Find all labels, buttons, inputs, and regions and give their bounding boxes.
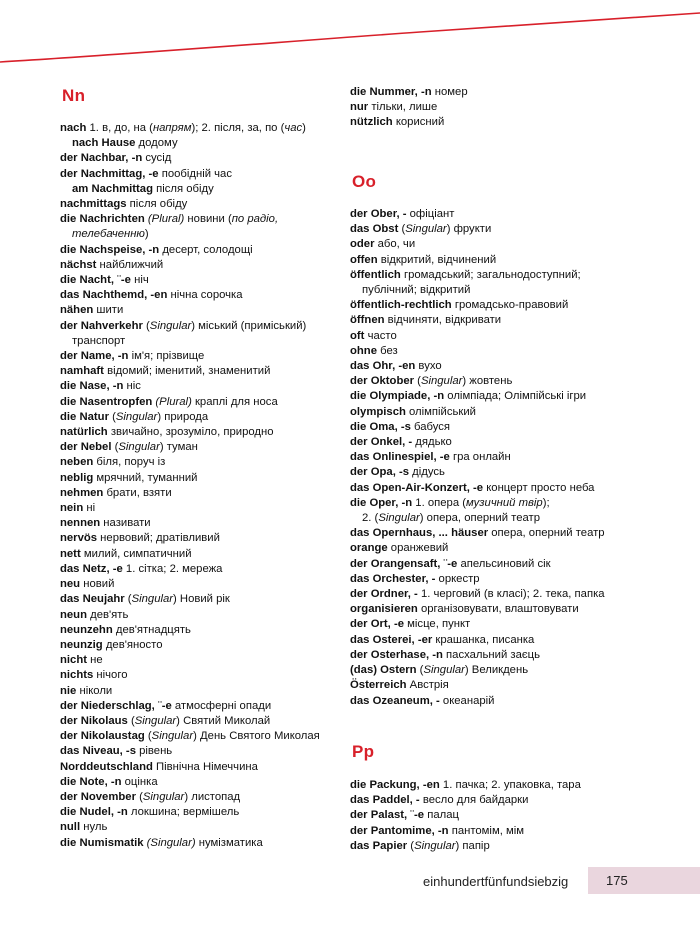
- entry-headword: das Paddel, -: [350, 794, 420, 807]
- entry-translation: оркестр: [435, 572, 480, 585]
- dictionary-entry: [60, 227, 320, 242]
- entry-translation: (Singular) природа: [108, 410, 209, 423]
- entry-headword: das Niveau, -s: [60, 745, 136, 758]
- entry-headword: oder: [350, 238, 375, 251]
- entry-translation: (Singular) папір: [407, 839, 490, 852]
- dictionary-entry: [60, 364, 320, 379]
- entry-headword: das Neujahr: [60, 593, 125, 606]
- entry-headword: die Olympiade, -n: [350, 390, 445, 403]
- dictionary-entry: [60, 440, 320, 455]
- entry-headword: das Nachthemd, -en: [60, 289, 168, 302]
- dictionary-entry: [350, 808, 581, 823]
- entry-translation: 1. опера (музичний твір);: [412, 496, 550, 509]
- entry-headword: nachmittags: [60, 198, 127, 211]
- entry-translation: номер: [431, 86, 468, 98]
- entry-headword: die Nasentropfen: [60, 395, 153, 408]
- dictionary-entry: [60, 151, 320, 166]
- entry-headword: öffentlich: [350, 268, 401, 281]
- dictionary-entry: [350, 465, 605, 480]
- entry-headword: orange: [350, 542, 388, 555]
- dictionary-entry: [350, 572, 605, 587]
- entry-translation: 2. (Singular) опера, оперний театр: [362, 512, 540, 525]
- dictionary-entry: [60, 836, 320, 851]
- entry-headword: null: [60, 821, 81, 834]
- entry-headword: neun: [60, 608, 87, 621]
- section-heading-o: Oo: [352, 172, 377, 191]
- entry-translation: палац: [424, 809, 459, 822]
- entry-translation: (Singular) фрукти: [398, 223, 492, 236]
- dictionary-entry: [60, 638, 320, 653]
- dictionary-entry: [60, 455, 320, 470]
- entry-headword: nützlich: [350, 116, 393, 129]
- entry-headword: oft: [350, 329, 365, 342]
- entry-headword: ohne: [350, 344, 377, 357]
- entry-translation: весло для байдарки: [419, 794, 529, 807]
- entry-translation: найближчий: [96, 258, 164, 271]
- entry-translation: організовувати, влаштовувати: [417, 603, 579, 616]
- entry-translation: відчиняти, відкривати: [384, 314, 502, 327]
- dictionary-entry: [60, 531, 320, 546]
- entry-translation: сусід: [142, 152, 172, 165]
- entry-headword: neblig: [60, 471, 94, 484]
- dictionary-entry: [60, 395, 320, 410]
- dictionary-entry: [60, 516, 320, 531]
- entry-translation: (Singular) міський (приміський): [142, 319, 307, 332]
- entry-translation: звичайно, зрозуміло, природно: [107, 426, 274, 439]
- entry-translation: брати, взяти: [103, 486, 172, 499]
- entry-headword: nervös: [60, 532, 98, 545]
- entry-translation: ніс: [123, 380, 141, 393]
- dictionary-entry: [60, 547, 320, 562]
- entry-translation: біля, поруч із: [93, 456, 166, 469]
- dictionary-entry: [60, 182, 320, 197]
- entry-translation: (Singular) жовтень: [414, 375, 513, 388]
- dictionary-entry: [350, 435, 605, 450]
- entry-headword: am Nachmittag: [72, 182, 153, 195]
- dictionary-entry: [60, 334, 320, 349]
- entry-headword: der Pantomime, -n: [350, 824, 449, 837]
- entry-translation: додому: [135, 137, 178, 150]
- entry-headword: nein: [60, 502, 84, 515]
- dictionary-entry: [350, 283, 605, 298]
- dictionary-entry: [350, 359, 605, 374]
- dictionary-entry: [60, 410, 320, 425]
- entry-translation: мрячний, туманний: [93, 471, 198, 484]
- entry-translation: дев'ять: [87, 608, 129, 621]
- entry-headword: die Numismatik: [60, 836, 144, 849]
- entry-translation: відкритий, відчинений: [377, 253, 497, 266]
- dictionary-entry: [350, 237, 605, 252]
- entry-translation: після обіду: [152, 182, 214, 195]
- entry-translation: часто: [364, 329, 397, 342]
- entry-translation: олімпіада; Олімпійські ігри: [444, 390, 587, 403]
- entry-headword: das Orchester, -: [350, 572, 436, 585]
- dictionary-entry: [350, 115, 468, 130]
- entry-headword: die Nase, -n: [60, 380, 124, 393]
- entry-headword: nennen: [60, 517, 101, 530]
- entry-headword: öffnen: [350, 314, 385, 327]
- dictionary-entry: [60, 562, 320, 577]
- dictionary-entry: [350, 100, 468, 115]
- entry-translation: ніколи: [76, 684, 113, 697]
- entry-translation: (Singular) День Святого Миколая: [144, 730, 320, 743]
- entry-translation: шити: [93, 304, 124, 317]
- dictionary-entry: [60, 349, 320, 364]
- dictionary-entry: [350, 648, 605, 663]
- dictionary-entry: [350, 694, 605, 709]
- entry-translation: десерт, солодощі: [159, 243, 253, 256]
- top-decorative-rule: [0, 0, 700, 70]
- entry-translation: тільки, лише: [368, 101, 438, 114]
- dictionary-entry: [350, 587, 605, 602]
- entry-headword: nehmen: [60, 486, 104, 499]
- dictionary-entry: [350, 405, 605, 420]
- entry-translation: вухо: [415, 360, 442, 373]
- dictionary-entry: [60, 212, 320, 227]
- entry-list-o: [350, 207, 605, 709]
- dictionary-entry: [60, 501, 320, 516]
- entry-headword: nähen: [60, 304, 94, 317]
- entry-translation: оранжевий: [387, 542, 449, 555]
- dictionary-entry: [60, 486, 320, 501]
- dictionary-entry: [60, 379, 320, 394]
- entry-headword: die Packung, -en: [350, 779, 440, 791]
- entry-list-n: [60, 121, 320, 851]
- entry-headword: das Papier: [350, 839, 408, 852]
- entry-translation: без: [377, 344, 398, 357]
- entry-headword: der Onkel, -: [350, 436, 413, 449]
- dictionary-entry: [350, 450, 605, 465]
- entry-headword: die Nachrichten: [60, 213, 145, 226]
- entry-headword: der Ort, -e: [350, 618, 404, 631]
- entry-headword: der Nahverkehr: [60, 319, 143, 332]
- entry-headword: nie: [60, 684, 77, 697]
- entry-headword: der Osterhase, -n: [350, 648, 443, 661]
- dictionary-entry: [350, 207, 605, 222]
- entry-translation: (Singular) Новий рік: [124, 593, 230, 606]
- dictionary-entry: [60, 425, 320, 440]
- entry-translation: громадський; загальнодоступний;: [400, 268, 581, 281]
- entry-translation: нічого: [93, 669, 128, 682]
- entry-translation: (Singular) нумізматика: [146, 836, 263, 849]
- dictionary-entry: [350, 344, 605, 359]
- dictionary-entry: [60, 790, 320, 805]
- entry-translation: (Plural) краплі для носа: [155, 395, 278, 408]
- entry-translation: (Singular) туман: [111, 441, 198, 454]
- entry-headword: die Note, -n: [60, 775, 122, 788]
- dictionary-entry: [60, 243, 320, 258]
- dictionary-entry: [60, 319, 320, 334]
- entry-headword: nur: [350, 101, 369, 114]
- dictionary-entry: [60, 744, 320, 759]
- page-number: 175: [606, 873, 628, 888]
- entry-translation: відомий; іменитий, знаменитий: [103, 365, 271, 378]
- dictionary-entry: [350, 329, 605, 344]
- entry-headword: der Nebel: [60, 441, 112, 454]
- entry-translation: опера, оперний театр: [488, 527, 605, 540]
- dictionary-entry: [60, 805, 320, 820]
- entry-translation: (Singular) Святий Миколай: [127, 714, 271, 727]
- entry-translation: не: [87, 654, 103, 667]
- entry-headword: das Opernhaus, ... häuser: [350, 527, 489, 540]
- entry-headword: der Ordner, -: [350, 588, 418, 601]
- entry-translation: дев'ятнадцять: [112, 623, 191, 636]
- entry-headword: die Oma, -s: [350, 420, 411, 433]
- entry-translation: транспорт: [72, 334, 126, 347]
- entry-headword: das Onlinespiel, -e: [350, 451, 450, 464]
- entry-translation: милий, симпатичний: [80, 547, 192, 560]
- entry-headword: nach Hause: [72, 137, 136, 150]
- entry-headword: namhaft: [60, 365, 104, 378]
- entry-headword: der Orangensaft, ¨-e: [350, 557, 458, 570]
- entry-translation: Австрія: [406, 679, 449, 692]
- dictionary-entry: [350, 496, 605, 511]
- page-number-box: [588, 867, 700, 894]
- dictionary-entry: [60, 167, 320, 182]
- dictionary-entry: [60, 608, 320, 623]
- entry-headword: nichts: [60, 669, 94, 682]
- section-heading-p: Pp: [352, 742, 375, 761]
- entry-translation: називати: [100, 517, 151, 530]
- entry-headword: olympisch: [350, 405, 406, 418]
- entry-headword: der Name, -n: [60, 350, 129, 363]
- entry-translation: місце, пункт: [404, 618, 471, 631]
- dictionary-entry: [60, 273, 320, 288]
- entry-translation: пасхальний заєць: [442, 648, 540, 661]
- entry-headword: öffentlich-rechtlich: [350, 299, 452, 312]
- entry-translation: офіціант: [406, 208, 455, 220]
- entry-translation: крашанка, писанка: [432, 633, 535, 646]
- entry-translation: 1. сітка; 2. мережа: [122, 562, 223, 575]
- dictionary-entry: [60, 775, 320, 790]
- entry-translation: нуль: [80, 821, 108, 834]
- entry-translation: концерт просто неба: [483, 481, 595, 494]
- dictionary-entry: [350, 633, 605, 648]
- entry-translation: новий: [80, 578, 115, 591]
- dictionary-entry: [350, 526, 605, 541]
- dictionary-entry: [60, 136, 320, 151]
- entry-headword: neunzig: [60, 638, 103, 651]
- dictionary-entry: [350, 481, 605, 496]
- entry-translation: дядько: [412, 436, 452, 449]
- entry-headword: das Netz, -e: [60, 562, 123, 575]
- dictionary-entry: [60, 577, 320, 592]
- dictionary-entry: [350, 268, 605, 283]
- entry-translation: публічний; відкритий: [362, 284, 471, 297]
- entry-headword: Österreich: [350, 679, 407, 692]
- page-number-words: einhundertfünfundsiebzig: [423, 874, 569, 889]
- entry-translation: океанарій: [439, 694, 495, 707]
- entry-headword: die Natur: [60, 410, 109, 423]
- entry-translation: олімпійський: [405, 405, 476, 418]
- entry-headword: der Palast, ¨-e: [350, 809, 425, 822]
- entry-headword: der Oktober: [350, 375, 415, 388]
- dictionary-entry: [60, 121, 320, 136]
- section-heading-n: Nn: [62, 86, 86, 105]
- entry-translation: ні: [83, 502, 96, 515]
- dictionary-entry: [60, 729, 320, 744]
- entry-list-p: [350, 778, 581, 854]
- entry-headword: der Nikolaustag: [60, 730, 145, 743]
- entry-headword: das Ozeaneum, -: [350, 694, 440, 707]
- dictionary-entry: [60, 303, 320, 318]
- entry-translation: (Singular) Великдень: [416, 664, 529, 677]
- dictionary-entry: [60, 197, 320, 212]
- dictionary-entry: [60, 668, 320, 683]
- entry-headword: der Opa, -s: [350, 466, 410, 479]
- entry-headword: der Niederschlag, ¨-e: [60, 699, 172, 712]
- dictionary-entry: [350, 313, 605, 328]
- entry-translation: дідусь: [409, 466, 445, 479]
- entry-headword: neunzehn: [60, 623, 113, 636]
- dictionary-entry: [60, 760, 320, 775]
- entry-translation: оцінка: [121, 775, 158, 788]
- dictionary-entry: [350, 85, 468, 100]
- dictionary-entry: [350, 663, 605, 678]
- entry-translation: апельсиновий сік: [457, 557, 551, 570]
- dictionary-entry: [350, 420, 605, 435]
- dictionary-entry: [350, 824, 581, 839]
- entry-translation: корисний: [392, 116, 445, 129]
- entry-translation: після обіду: [126, 198, 188, 211]
- dictionary-entry: [60, 820, 320, 835]
- entry-translation: атмосферні опади: [171, 699, 272, 712]
- entry-translation: локшина; вермішель: [127, 806, 240, 819]
- dictionary-entry: [60, 288, 320, 303]
- dictionary-entry: [60, 623, 320, 638]
- entry-list-n-continued: [350, 85, 468, 131]
- entry-headword: neu: [60, 578, 81, 591]
- dictionary-entry: [350, 298, 605, 313]
- entry-headword: (das) Ostern: [350, 664, 417, 677]
- entry-headword: das Obst: [350, 223, 399, 236]
- entry-headword: die Nacht, ¨-e: [60, 274, 131, 287]
- dictionary-entry: [350, 389, 605, 404]
- entry-headword: der Nachbar, -n: [60, 152, 143, 165]
- entry-headword: offen: [350, 253, 378, 266]
- entry-translation: телебаченню): [72, 228, 149, 241]
- entry-translation: ім'я; прізвище: [128, 350, 205, 363]
- dictionary-entry: [60, 592, 320, 607]
- entry-translation: рівень: [135, 745, 173, 758]
- dictionary-entry: [350, 374, 605, 389]
- entry-translation: 1. пачка; 2. упаковка, тара: [439, 779, 581, 791]
- entry-translation: 1. в, до, на (напрям); 2. після, за, по (час): [86, 122, 306, 134]
- dictionary-entry: [350, 617, 605, 632]
- entry-headword: der Nikolaus: [60, 714, 128, 727]
- entry-translation: Північна Німеччина: [152, 760, 258, 773]
- entry-headword: die Nudel, -n: [60, 806, 128, 819]
- entry-headword: natürlich: [60, 426, 108, 439]
- dictionary-entry: [350, 253, 605, 268]
- entry-translation: гра онлайн: [449, 451, 511, 464]
- dictionary-entry: [60, 258, 320, 273]
- entry-translation: громадсько-правовий: [451, 299, 569, 312]
- entry-headword: der Ober, -: [350, 208, 407, 220]
- entry-translation: або, чи: [374, 238, 416, 251]
- entry-headword: die Nummer, -n: [350, 86, 432, 98]
- entry-translation: нічна сорочка: [167, 289, 243, 302]
- dictionary-entry: [350, 839, 581, 854]
- entry-translation: ніч: [130, 274, 149, 287]
- entry-headword: nach: [60, 122, 87, 134]
- entry-headword: das Osterei, -er: [350, 633, 433, 646]
- dictionary-entry: [350, 793, 581, 808]
- entry-translation: пантомім, мім: [448, 824, 525, 837]
- dictionary-entry: [60, 699, 320, 714]
- entry-headword: der November: [60, 790, 136, 803]
- dictionary-entry: [350, 678, 605, 693]
- entry-translation: 1. черговий (в класі); 2. тека, папка: [417, 588, 605, 601]
- entry-translation: бабуся: [410, 420, 451, 433]
- entry-headword: die Nachspeise, -n: [60, 243, 160, 256]
- dictionary-entry: [350, 222, 605, 237]
- entry-headword: nett: [60, 547, 81, 560]
- dictionary-entry: [350, 602, 605, 617]
- entry-headword: organisieren: [350, 603, 418, 616]
- entry-headword: das Ohr, -en: [350, 360, 416, 373]
- entry-translation: (Singular) листопад: [135, 790, 241, 803]
- dictionary-entry: [60, 653, 320, 668]
- entry-headword: das Open-Air-Konzert, -e: [350, 481, 484, 494]
- entry-headword: neben: [60, 456, 94, 469]
- dictionary-entry: [60, 684, 320, 699]
- entry-translation: пообідній час: [158, 167, 232, 180]
- entry-translation: (Plural) новини (по радіо,: [147, 213, 279, 226]
- dictionary-entry: [60, 714, 320, 729]
- dictionary-entry: [350, 541, 605, 556]
- entry-headword: die Oper, -n: [350, 496, 413, 509]
- entry-headword: nächst: [60, 258, 97, 271]
- entry-headword: Norddeutschland: [60, 760, 153, 773]
- dictionary-entry: [350, 557, 605, 572]
- dictionary-entry: [350, 778, 581, 793]
- dictionary-entry: [60, 471, 320, 486]
- entry-translation: дев'яносто: [102, 638, 163, 651]
- entry-headword: nicht: [60, 654, 87, 667]
- entry-headword: der Nachmittag, -e: [60, 167, 159, 180]
- dictionary-entry: [350, 511, 605, 526]
- entry-translation: нервовий; дратівливий: [97, 532, 220, 545]
